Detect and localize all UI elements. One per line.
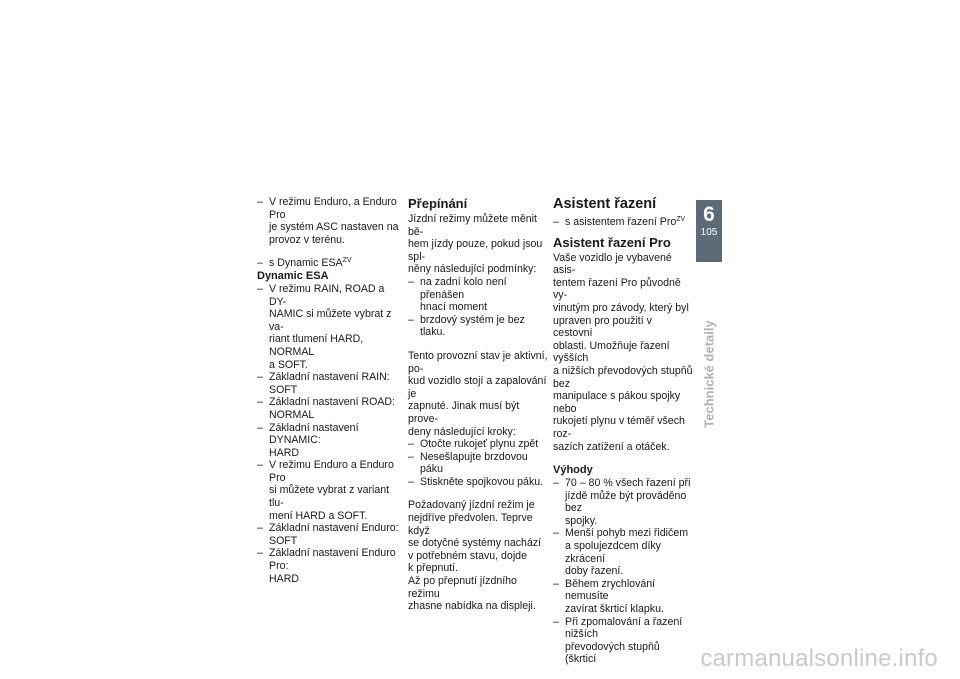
list-item [257, 522, 403, 547]
text-line: Vaše vozidlo je vybavené asis- [553, 251, 672, 277]
text-line: – Základní nastavení ROAD: [269, 396, 396, 409]
text-line: – V režimu Enduro a Enduro Pro [269, 459, 394, 484]
column-middle [408, 196, 548, 613]
text-line: vinutým pro závody, který byl [553, 301, 689, 314]
text-line: je systém ASC nastaven na [269, 221, 399, 234]
column-left [257, 196, 403, 585]
text-line: – 70 – 80 % všech řazení při [565, 477, 691, 490]
chapter-number: 6 [703, 203, 715, 226]
text-line: – Základní nastavení Enduro: [269, 522, 399, 535]
text-line: sazích zatížení a otáček. [553, 440, 670, 453]
section-heading: Asistent řazení [553, 196, 657, 212]
text-line: – V režimu Enduro, a Enduro Pro [269, 196, 397, 221]
text-line: Až po přepnutí jízdního režimu [408, 575, 517, 600]
text-line: spojky. [565, 514, 598, 527]
list-item [257, 547, 403, 585]
text-line: – Při zpomalování a řazení nižších [565, 615, 683, 641]
list-item [257, 196, 403, 246]
text-line: jízdě může být prováděno bez [565, 489, 687, 515]
text-line: něny následující podmínky: [408, 263, 537, 276]
text-line: tentem řazení Pro původně vy- [553, 276, 681, 302]
chapter-title-vertical: Technické detaily [701, 320, 717, 428]
text-line: upraven pro použití v cestovní [553, 314, 652, 340]
text-line: rukojetí plynu v téměř všech roz- [553, 415, 685, 440]
text-line: s Dynamic ESA [269, 257, 343, 270]
list-item [257, 283, 403, 371]
list-item [408, 276, 548, 314]
text-line: a spolujezdcem díky zkrácení [565, 540, 661, 565]
text-line: Tento provozní stav je aktivní, po- [408, 349, 548, 375]
section-heading: Přepínání [408, 196, 468, 211]
text-line: kud vozidlo stojí a zapalování je [408, 375, 547, 400]
list-item [257, 396, 403, 421]
text-line: převodových stupňů (škrticí [565, 640, 660, 666]
list-item [408, 451, 548, 476]
section-heading: Výhody [553, 464, 593, 477]
text-line: a SOFT. [269, 358, 308, 371]
list-item [553, 216, 693, 229]
list-item [408, 314, 548, 339]
text-line: zhasne nabídka na displeji. [408, 600, 536, 613]
list-item [257, 459, 403, 522]
list-item [257, 422, 403, 460]
text-line: hnací moment [420, 301, 488, 314]
text-line: Požadovaný jízdní režim je [408, 499, 535, 512]
text-line: mení HARD a SOFT. [269, 509, 368, 522]
paragraph [553, 252, 693, 454]
section-heading: Asistent řazení Pro [553, 234, 671, 250]
text-line: nejdříve předvolen. Teprve když [408, 512, 533, 537]
text-line: s asistentem řazení Pro [565, 216, 677, 228]
text-line: si můžete vybrat z variant tlu- [269, 484, 390, 510]
list-item [257, 371, 403, 396]
text-line: zapnuté. Jinak musí být prove- [408, 400, 520, 425]
text-line: – Otočte rukojeť plynu zpět [420, 438, 539, 451]
text-line: – na zadní kolo není přenášen [420, 275, 507, 301]
text-line: – Během zrychlování nemusíte [565, 577, 656, 603]
text-line: deny následující kroky: [408, 425, 516, 438]
text-line: SOFT [269, 534, 298, 547]
text-line: v potřebném stavu, dojde [408, 549, 527, 562]
text-line: – Nesešlapujte brzdovou páku [420, 450, 528, 476]
text-line: hem jízdy pouze, pokud jsou spl- [408, 238, 543, 263]
option-marker: ZV [676, 216, 686, 223]
text-line: HARD [269, 446, 300, 459]
list-item [553, 477, 693, 527]
text-line: manipulace s pákou spojky nebo [553, 390, 681, 415]
text-line: se dotyčné systémy nachází [408, 537, 542, 550]
text-line: k přepnutí. [408, 562, 459, 575]
paragraph [408, 213, 548, 276]
text-line: – Stiskněte spojkovou páku. [420, 475, 544, 488]
text-line: – brzdový systém je bez tlaku. [420, 313, 525, 339]
text-line: – V režimu RAIN, ROAD a DY- [269, 282, 385, 308]
watermark: carmanualsonline.info [700, 645, 938, 672]
text-line: provoz v terénu. [269, 233, 345, 246]
list-item [553, 616, 693, 666]
text-line: zavírat škrticí klapku. [565, 603, 664, 616]
text-line: oblasti. Umožňuje řazení vyšších [553, 339, 670, 365]
column-right [553, 196, 693, 666]
text-line: riant tlumení HARD, NORMAL [269, 333, 364, 358]
list-item [408, 438, 548, 451]
list-item [553, 527, 693, 577]
list-item [257, 257, 403, 270]
list-item [408, 476, 548, 489]
option-marker: ZV [342, 257, 352, 265]
text-line: NAMIC si můžete vybrat z va- [269, 308, 392, 333]
section-heading: Dynamic ESA [257, 269, 329, 282]
text-line: doby řazení. [565, 565, 624, 578]
text-line: a nižších převodových stupňů bez [553, 364, 693, 390]
text-line: Jízdní režimy můžete měnit bě- [408, 213, 537, 238]
list-item [553, 578, 693, 616]
text-line: NORMAL [269, 408, 315, 421]
page-number: 105 [700, 227, 718, 238]
text-line: – Základní nastavení Enduro Pro: [269, 547, 396, 573]
text-line: – Základní nastavení RAIN: SOFT [269, 371, 390, 396]
text-line: – Menší pohyb mezi řidičem [565, 527, 689, 540]
text-line: HARD [269, 572, 300, 585]
text-line: – Základní nastavení DYNAMIC: [269, 421, 359, 447]
paragraph [408, 350, 548, 438]
paragraph [408, 499, 548, 612]
chapter-tab [696, 200, 722, 262]
